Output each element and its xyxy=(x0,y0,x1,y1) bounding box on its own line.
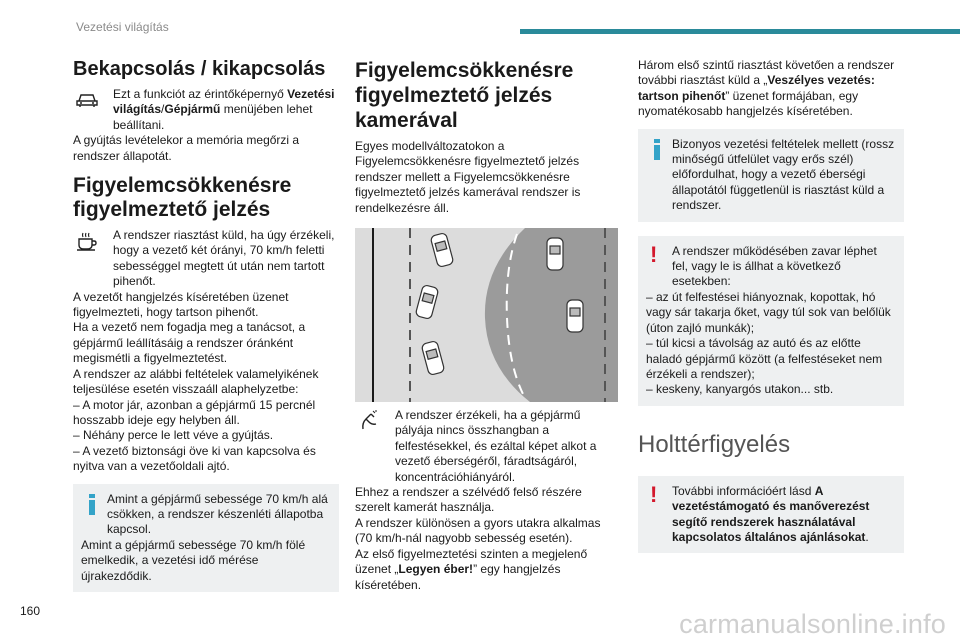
alert-paragraph: A rendszer riasztást küld, ha úgy érzékeli, hogy a vezető két órányi, 70 km/h feletti sebességgel megtett út után nem tartott pihenőt. xyxy=(73,228,339,290)
escalation-paragraph: Három első szintű riasztást követően a rendszer további riasztást küld a „Veszélyes vezetés: tartson pihenőt” üzenet formájában, egy nyomatékosabb hangjelzés kíséretében. xyxy=(638,58,895,119)
warning-note: ! További információért lásd A vezetéstámogató és manőverezést segítő rendszerek használatával kapcsolatos általános ajánlásokat. xyxy=(638,476,904,554)
heading-blind-spot: Holttérfigyelés xyxy=(638,430,791,458)
warning-note: ! A rendszer működésében zavar léphet fel, vagy le is állhat a következő esetekben: – az út felfestései hiányoznak, kopottak, hó vagy sár takarja őket, vagy túl sok van belőlük (úton zajló munkák); – túl kicsi a távolság az autó és az előtte haladó gépjármű között (a felfestéseket nem érzékeli a rendszer); – keskeny, kanyargós utakon... stb. xyxy=(638,236,904,406)
camera-first-level-text: Az első figyelmeztetési szinten a megjelenő üzenet „Legyen éber!” egy hangjelzés kíséretében. xyxy=(355,546,588,592)
info-note: Bizonyos vezetési feltételek mellett (rossz minőségű útfelület vagy erős szél) előfordulhat, hogy a vezető éberségi állapotától függetlenül is riasztást küld a rendszer. xyxy=(638,129,904,222)
alert-reset-intro: A rendszer az alábbi feltételek valamelyikének teljesülése esetén visszaáll alaphelyzetbe: xyxy=(73,366,319,397)
camera-speed-text: A rendszer különösen a gyors utakra alkalmas (70 km/h-nál nagyobb sebesség esetén). xyxy=(355,515,601,546)
heading-on-off: Bekapcsolás / kikapcsolás xyxy=(73,58,326,80)
coffee-cup-icon xyxy=(73,228,101,254)
memory-paragraph: A gyújtás levételekor a memória megőrzi a rendszer állapotát. xyxy=(73,133,300,163)
on-off-paragraph: Ezt a funkciót az érintőképernyő Vezetési világítás/Gépjármű menüjében lehet beállítani. xyxy=(73,87,339,133)
watermark: carmanualsonline.info xyxy=(679,609,946,639)
alert-reset-item: – Néhány perce le lett véve a gyújtás. xyxy=(73,428,274,443)
info-icon xyxy=(649,139,665,161)
camera-intro: Egyes modellváltozatokon a Figyelemcsökkenésre figyelmeztető jelzés rendszer mellett a Figyelemcsökkenésre figyelmeztető jelzés kamerával rendszer is rendelkezésre áll. xyxy=(355,139,581,215)
exclamation-warning-icon: ! xyxy=(650,481,658,507)
column-2 xyxy=(355,58,620,593)
info-note: Amint a gépjármű sebessége 70 km/h alá csökken, a rendszer készenléti állapotba kapcsol. Amint a gépjármű sebessége 70 km/h fölé emelkedik, a vezetési idő mérése újrakezdődik. xyxy=(73,484,339,592)
alert-repeat-text: Ha a vezető nem fogadja meg a tanácsot, a gépjármű leállításáig a rendszer óránként megismétli a figyelmeztetést. xyxy=(73,320,306,366)
alert-reset-item: – A vezető biztonsági öve ki van kapcsolva és nyitva van a vezetőoldali ajtó. xyxy=(73,443,316,474)
heading-camera-alert: Figyelemcsökkenésre figyelmeztető jelzés kamerával xyxy=(355,59,574,132)
alert-reset-item: – A motor jár, azonban a gépjármű 15 percnél hosszabb ideje egy helyben áll. xyxy=(73,397,316,427)
page-number: 160 xyxy=(20,604,41,618)
column-3 xyxy=(638,58,904,553)
header-accent-bar xyxy=(520,29,960,34)
alert-message-text: A vezetőt hangjelzés kíséretében üzenet figyelmezteti, hogy tartson pihenőt. xyxy=(73,289,289,320)
heading-attention-alert: Figyelemcsökkenésre figyelmeztető jelzés xyxy=(73,174,292,222)
section-title: Vezetési világítás xyxy=(76,20,169,34)
column-1 xyxy=(73,58,339,592)
camera-detect-paragraph: A rendszer érzékeli, ha a gépjármű pályája nincs összhangban a felfestésekkel, és ezáltal képet alkot a vezető éberségéről, fáradtságáról, koncentrációhiányáról. xyxy=(355,408,620,485)
drowsy-steering-icon xyxy=(355,408,383,434)
camera-mount-text: Ehhez a rendszer a szélvédő felső részére szerelt kamerát használja. xyxy=(355,485,582,515)
info-icon xyxy=(84,494,100,516)
exclamation-warning-icon: ! xyxy=(650,241,658,267)
car-outline-icon xyxy=(73,87,101,113)
lane-drift-illustration xyxy=(355,228,618,402)
